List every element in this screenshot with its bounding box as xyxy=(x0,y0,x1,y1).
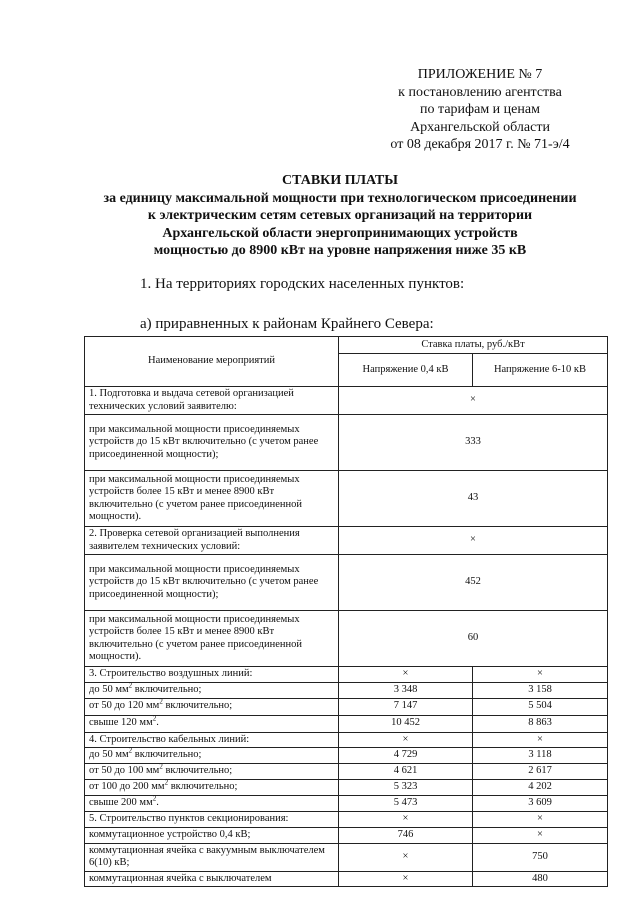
activity-name: свыше 200 $мм^2$. xyxy=(85,796,339,812)
rates-table xyxy=(84,336,608,887)
appendix-line: ПРИЛОЖЕНИЕ № 7 xyxy=(417,67,543,82)
title-line: к электрическим сетям сетевых организаций на территории xyxy=(147,208,533,223)
subsection-heading: а) приравненных к районам Крайнего Севера: xyxy=(140,316,434,332)
table-row xyxy=(85,611,608,667)
rate-value-v04: × xyxy=(339,732,473,748)
activity-name: при максимальной мощности присоединяемых устройств более 15 кВт и менее 8900 кВт включительно (с учетом ранее присоединенной мощности). xyxy=(85,611,339,667)
rate-value-v610: × xyxy=(473,827,608,843)
activity-name: 4. Строительство кабельных линий: xyxy=(85,732,339,748)
rate-value-v610: 8 863 xyxy=(473,715,608,732)
rate-value-v610: 5 504 xyxy=(473,698,608,715)
table-row xyxy=(85,812,608,828)
rate-value-v610: 2 617 xyxy=(473,764,608,780)
rate-value-v610: 4 202 xyxy=(473,780,608,796)
rate-value: 60 xyxy=(339,611,608,667)
activity-name: коммутационная ячейка с выключателем xyxy=(85,871,339,887)
table-row xyxy=(85,764,608,780)
rate-value-v04: × xyxy=(339,667,473,683)
header-activity-name: Наименование мероприятий xyxy=(85,337,339,387)
document-title xyxy=(60,172,620,260)
activity-name: коммутационная ячейка с вакуумным выключателем 6(10) кВ; xyxy=(85,843,339,871)
section-heading: 1. На территориях городских населенных пунктов: xyxy=(140,276,465,292)
table-row xyxy=(85,387,608,415)
header-voltage-04: Напряжение 0,4 кВ xyxy=(339,354,473,387)
table-row xyxy=(85,667,608,683)
rate-value-v610: 3 118 xyxy=(473,748,608,764)
activity-name: 2. Проверка сетевой организацией выполнения заявителем технических условий: xyxy=(85,527,339,555)
table-row xyxy=(85,715,608,732)
table-row xyxy=(85,415,608,471)
rate-value: 43 xyxy=(339,471,608,527)
appendix-header xyxy=(330,66,630,154)
activity-name: при максимальной мощности присоединяемых устройств до 15 кВт включительно (с учетом ранее присоединенной мощности); xyxy=(85,415,339,471)
header-rate: Ставка платы, руб./кВт xyxy=(339,337,608,354)
appendix-line: от 08 декабря 2017 г. № 71-э/4 xyxy=(390,137,570,152)
rate-value-v610: × xyxy=(473,732,608,748)
table-row xyxy=(85,827,608,843)
rate-value-v610: 750 xyxy=(473,843,608,871)
rate-value-v04: 10 452 xyxy=(339,715,473,732)
rate-value: × xyxy=(339,527,608,555)
rate-value-v04: 4 729 xyxy=(339,748,473,764)
title-line: Архангельской области энергопринимающих устройств xyxy=(162,225,518,241)
table-row xyxy=(85,732,608,748)
table-row xyxy=(85,871,608,887)
activity-name: при максимальной мощности присоединяемых устройств до 15 кВт включительно (с учетом ранее присоединенной мощности); xyxy=(85,555,339,611)
table-row xyxy=(85,471,608,527)
appendix-line: Архангельской области xyxy=(410,119,550,135)
table-row xyxy=(85,796,608,812)
table-row xyxy=(85,555,608,611)
rate-value-v04: × xyxy=(339,871,473,887)
activity-name: 3. Строительство воздушных линий: xyxy=(85,667,339,683)
table-row xyxy=(85,698,608,715)
rate-value-v04: × xyxy=(339,843,473,871)
rate-value-v04: 5 323 xyxy=(339,780,473,796)
activity-name: 5. Строительство пунктов секционирования: xyxy=(85,812,339,828)
table-row xyxy=(85,843,608,871)
table-row xyxy=(85,748,608,764)
appendix-line: по тарифам и ценам xyxy=(420,102,540,117)
table-row xyxy=(85,780,608,796)
rate-value-v04: 746 xyxy=(339,827,473,843)
rate-value-v610: 3 609 xyxy=(473,796,608,812)
table-row xyxy=(85,527,608,555)
activity-name: от 100 до 200 $мм^2$ включительно; xyxy=(85,780,339,796)
activity-name: от 50 до 120 $мм^2$ включительно; xyxy=(85,698,339,715)
rate-value: × xyxy=(339,387,608,415)
title-line: мощностью до 8900 кВт на уровне напряжения ниже 35 кВ xyxy=(153,243,527,258)
rate-value-v610: 3 158 xyxy=(473,682,608,698)
activity-name: 1. Подготовка и выдача сетевой организацией технических условий заявителю: xyxy=(85,387,339,415)
rate-value-v04: 4 621 xyxy=(339,764,473,780)
title-line: за единицу максимальной мощности при технологическом присоединении xyxy=(103,190,577,206)
rate-value-v04: 3 348 xyxy=(339,682,473,698)
rate-value-v04: × xyxy=(339,812,473,828)
activity-name: от 50 до 100 $мм^2$ включительно; xyxy=(85,764,339,780)
appendix-line: к постановлению агентства xyxy=(398,84,562,100)
activity-name: до 50 $мм^2$ включительно; xyxy=(85,748,339,764)
table-row xyxy=(85,682,608,698)
header-voltage-610: Напряжение 6-10 кВ xyxy=(473,354,608,387)
rate-value-v04: 5 473 xyxy=(339,796,473,812)
rate-value: 333 xyxy=(339,415,608,471)
rate-value-v610: 480 xyxy=(473,871,608,887)
activity-name: при максимальной мощности присоединяемых устройств более 15 кВт и менее 8900 кВт включительно (с учетом ранее присоединенной мощности). xyxy=(85,471,339,527)
activity-name: до 50 $мм^2$ включительно; xyxy=(85,682,339,698)
activity-name: свыше 120 $мм^2$. xyxy=(85,715,339,732)
rate-value-v610: × xyxy=(473,812,608,828)
rate-value: 452 xyxy=(339,555,608,611)
rate-value-v04: 7 147 xyxy=(339,698,473,715)
title-line: СТАВКИ ПЛАТЫ xyxy=(281,173,399,188)
activity-name: коммутационное устройство 0,4 кВ; xyxy=(85,827,339,843)
rate-value-v610: × xyxy=(473,667,608,683)
